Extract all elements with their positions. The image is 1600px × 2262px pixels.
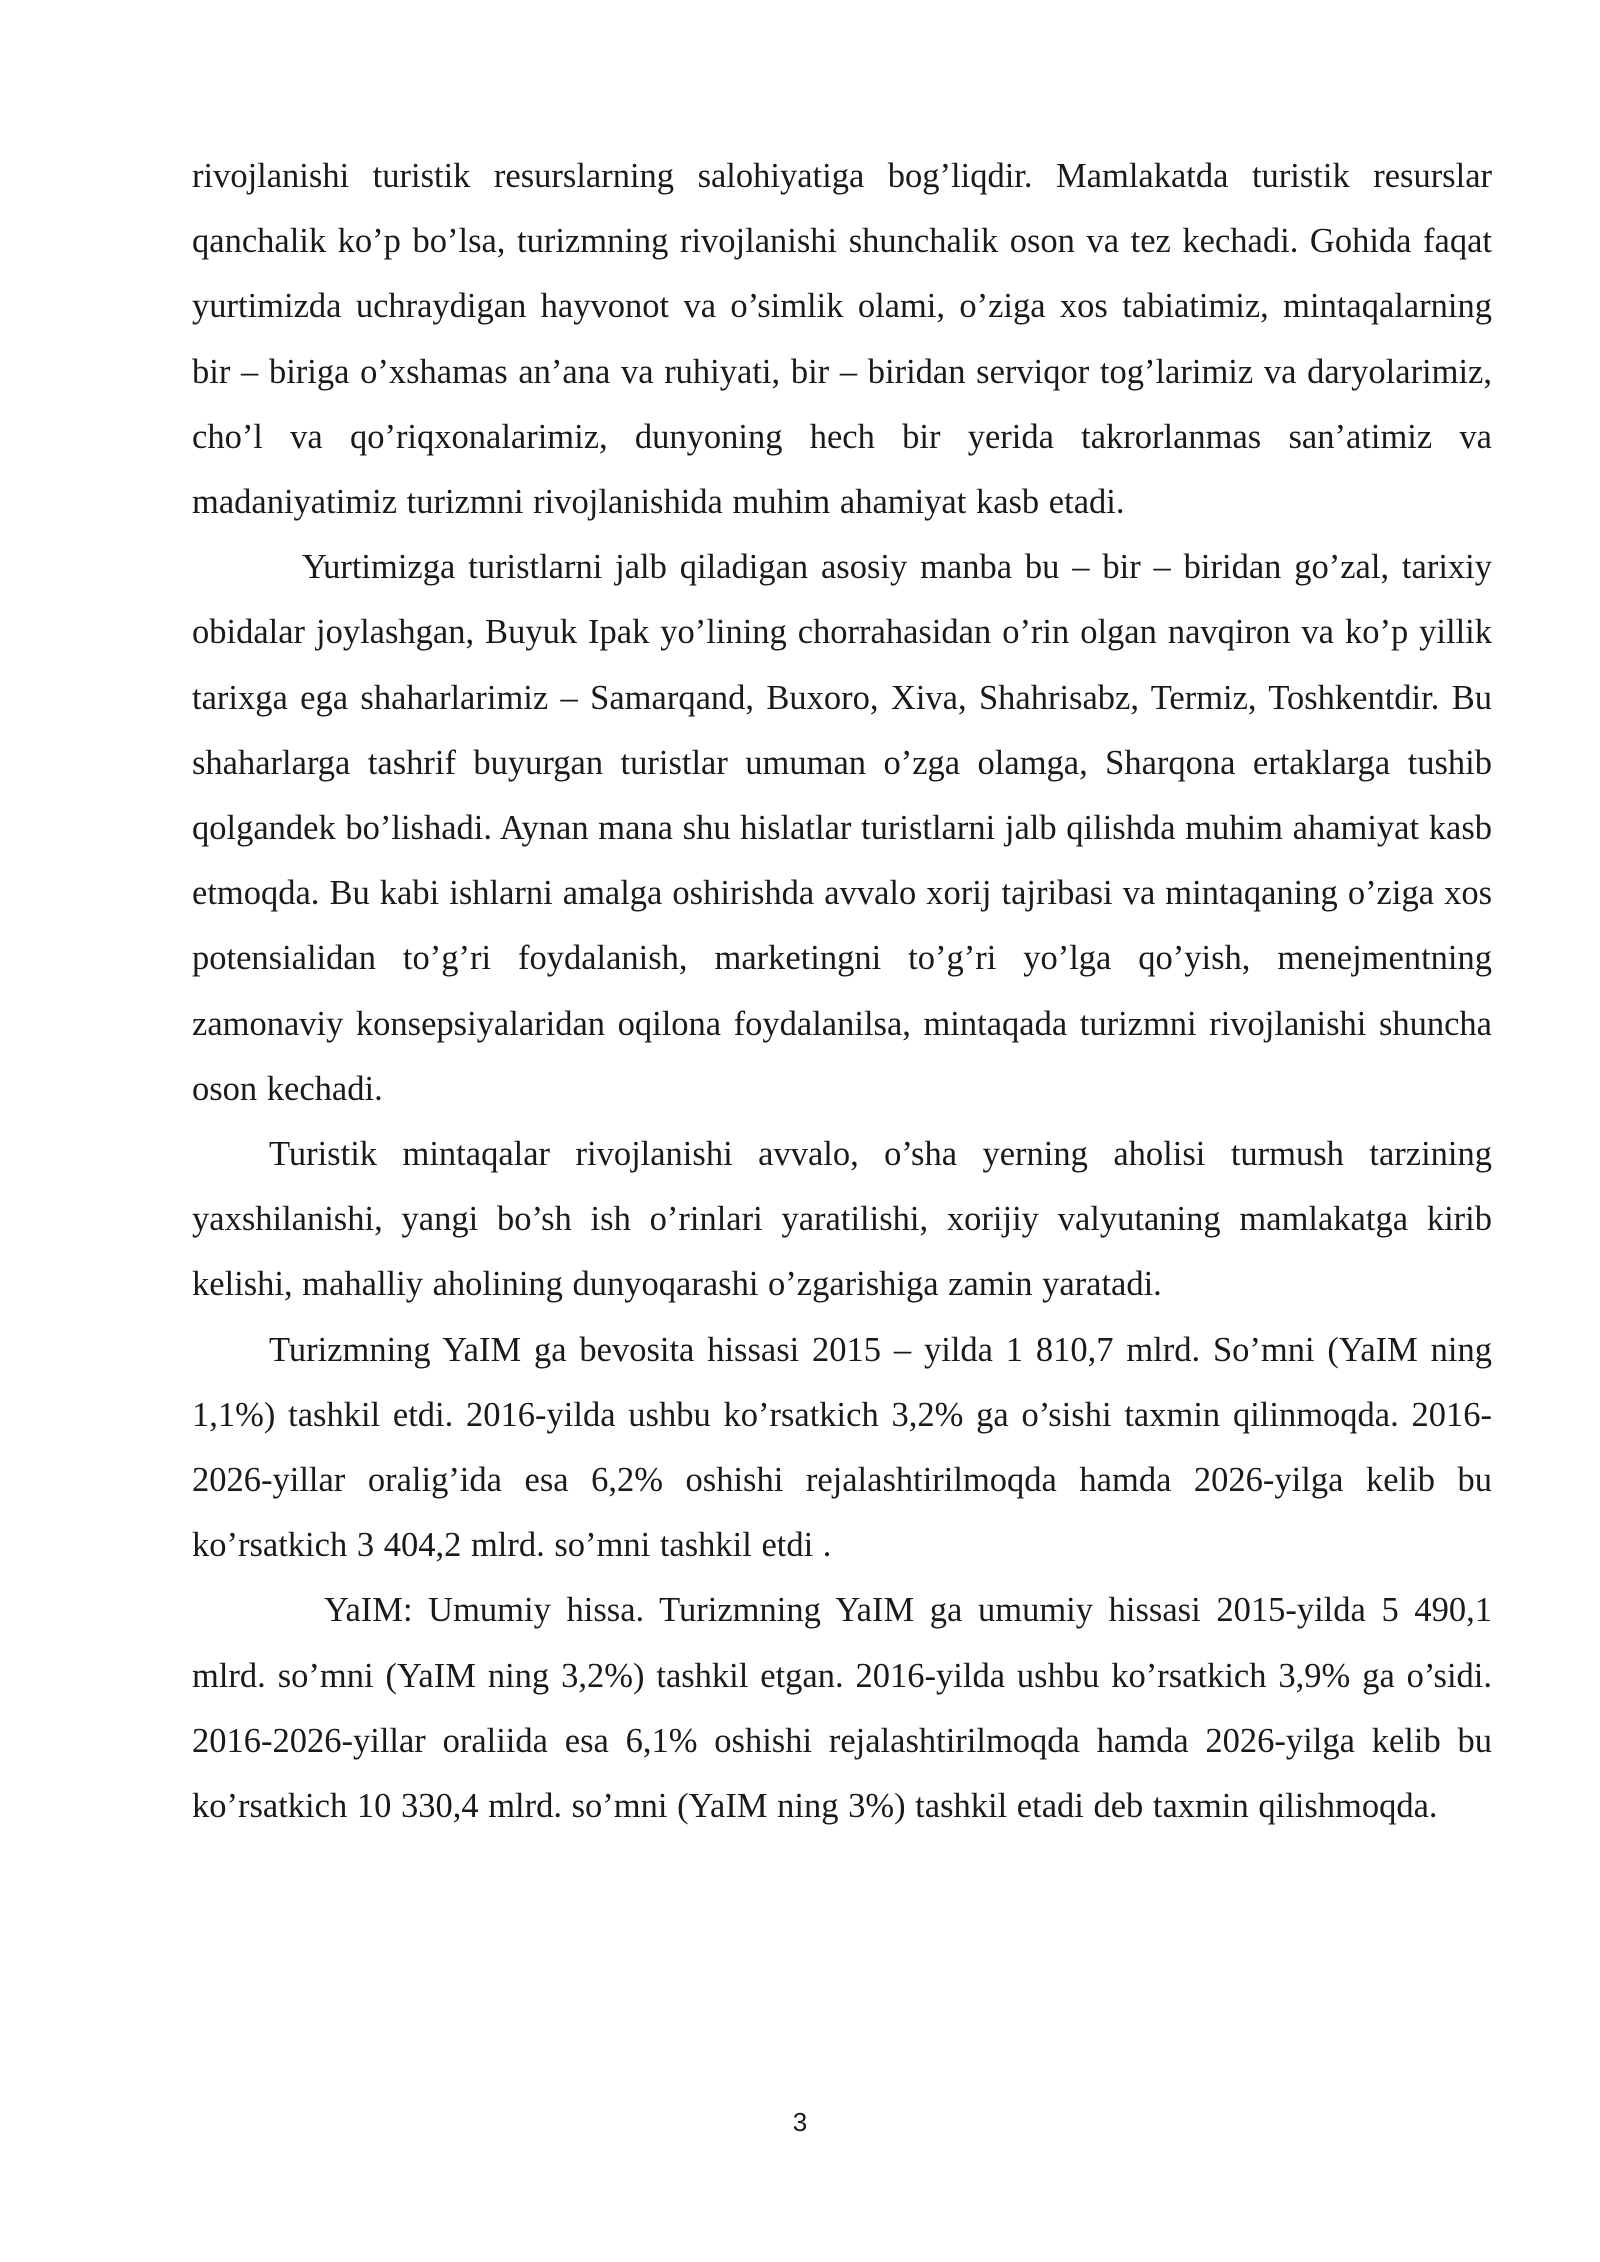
page-number: 3 — [792, 2107, 808, 2137]
paragraph-regional-development: Turistik mintaqalar rivojlanishi avvalo, o’sha yerning aholisi turmush tarzining yaxshilanishi, yangi bo’sh ish o’rinlari yaratilishi, xorijiy valyutaning mamlakatga kirib kelishi, mahalliy aholining dunyoqarashi o’zgarishiga zamin yaratadi. — [192, 1135, 1492, 1304]
paragraph-total-gdp-contribution: YaIM: Umumiy hissa. Turizmning YaIM ga umumiy hissasi 2015-yilda 5 490,1 mlrd. so’mni (YaIM ning 3,2%) tashkil etgan. 2016-yilda ushbu ko’rsatkich 3,9% ga o’sidi. 2016-2026-yillar oraliida esa 6,1% oshishi rejalashtirilmoqda hamda 2026-yilga kelib bu ko’rsatkich 10 330,4 mlrd. so’mni (YaIM ning 3%) tashkil etadi deb taxmin qilishmoqda. — [192, 1591, 1492, 1826]
paragraph-attracting-tourists: Yurtimizga turistlarni jalb qiladigan asosiy manba bu – bir – biridan go’zal, tarixiy obidalar joylashgan, Buyuk Ipak yo’lining chorrahasidan o’rin olgan navqiron va ko’p yillik tarixga ega shaharlarimiz – Samarqand, Buxoro, Xiva, Shahrisabz, Termiz, Toshkentdir. Bu shaharlarga tashrif buyurgan turistlar umuman o’zga olamga, Sharqona ertaklarga tushib qolgandek bo’lishadi. Aynan mana shu hislatlar turistlarni jalb qilishda muhim ahamiyat kasb etmoqda. Bu kabi ishlarni amalga oshirishda avvalo xorij tajribasi va mintaqaning o’ziga xos potensialidan to’g’ri foydalanish, marketingni to’g’ri yo’lga qo’yish, menejmentning zamonaviy konsepsiyalaridan oqilona foydalanilsa, mintaqada turizmni rivojlanishi shuncha oson kechadi. — [192, 548, 1492, 1108]
paragraph-tourism-resources: rivojlanishi turistik resurslarning salohiyatiga bog’liqdir. Mamlakatda turistik resurslar qanchalik ko’p bo’lsa, turizmning rivojlanishi shunchalik oson va tez kechadi. Gohida faqat yurtimizda uchraydigan hayvonot va o’simlik olami, o’ziga xos tabiatimiz, mintaqalarning bir – biriga o’xshamas an’ana va ruhiyati, bir – biridan serviqor tog’larimiz va daryolarimiz, cho’l va qo’riqxonalarimiz, dunyoning hech bir yerida takrorlanmas san’atimiz va madaniyatimiz turizmni rivojlanishida muhim ahamiyat kasb etadi. — [192, 157, 1492, 522]
document-page — [192, 144, 1492, 1839]
paragraph-direct-gdp-contribution: Turizmning YaIM ga bevosita hissasi 2015 – yilda 1 810,7 mlrd. So’mni (YaIM ning 1,1%) tashkil etdi. 2016-yilda ushbu ko’rsatkich 3,2% ga o’sishi taxmin qilinmoqda. 2016-2026-yillar oralig’ida esa 6,2% oshishi rejalashtirilmoqda hamda 2026-yilga kelib bu ko’rsatkich 3 404,2 mlrd. so’mni tashkil etdi . — [192, 1330, 1492, 1565]
